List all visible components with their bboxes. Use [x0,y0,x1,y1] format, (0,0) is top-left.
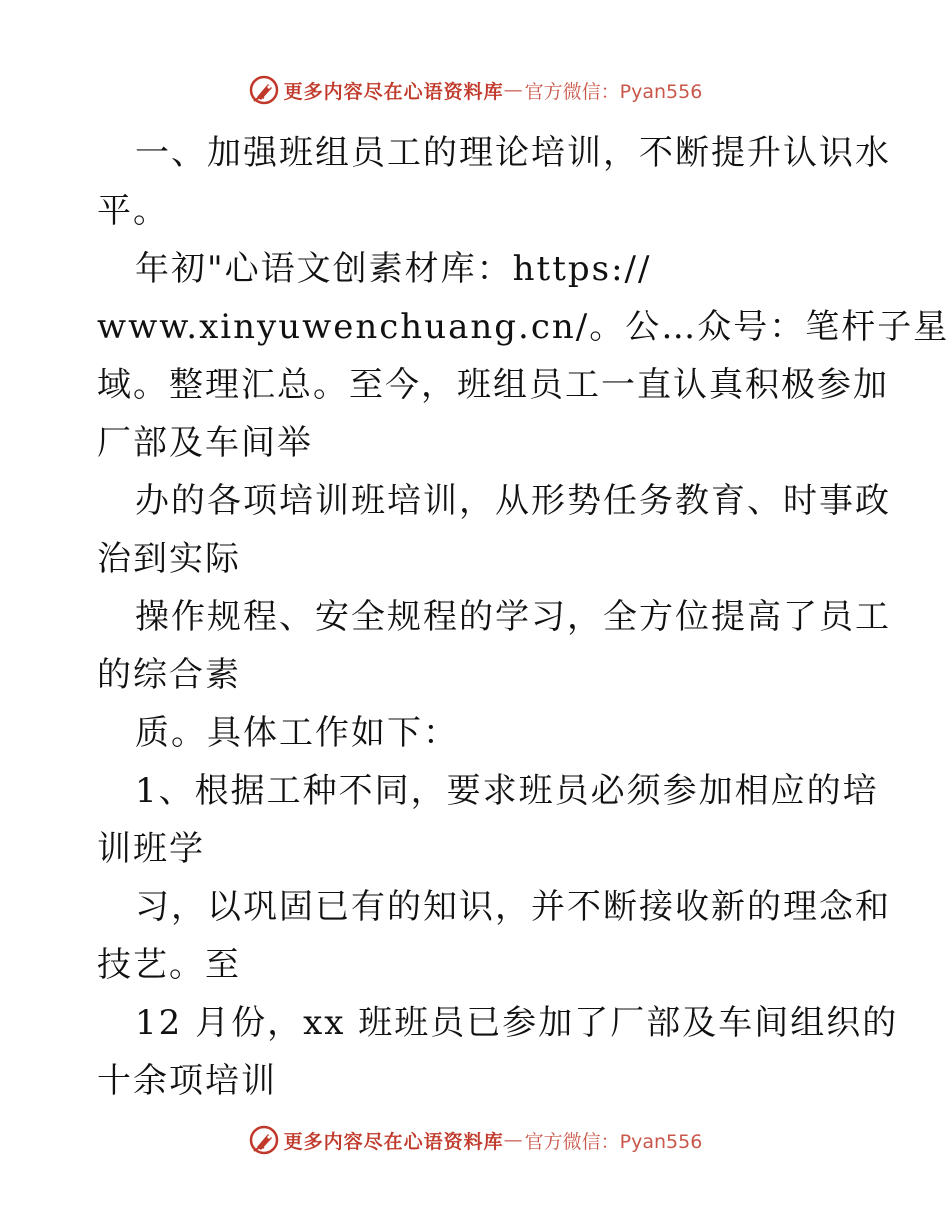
body-line-6: 厂部及车间举 [97,423,313,463]
body-line-8: 治到实际 [97,539,241,579]
header-wechat: 官方微信：Pyan556 [524,80,703,103]
body-line-2: 平。 [97,191,169,231]
body-line-9: 操作规程、安全规程的学习，全方位提高了员工 [135,597,891,637]
body-line-10: 的综合素 [97,655,241,695]
pen-nib-logo-icon [248,74,280,106]
body-line-1: 一、加强班组员工的理论培训，不断提升认识水 [135,133,891,173]
footer-wechat: 官方微信：Pyan556 [524,1130,703,1153]
body-line-7: 办的各项培训班培训，从形势任务教育、时事政 [135,481,891,521]
body-line-17: 十余项培训 [97,1061,277,1101]
body-line-16: 12 月份，xx 班班员已参加了厂部及车间组织的 [135,1003,899,1043]
footer-dash: — [503,1129,523,1151]
body-line-13: 训班学 [97,829,205,869]
pen-nib-logo-icon [248,1124,280,1156]
body-line-12: 1、根据工种不同，要求班员必须参加相应的培 [135,771,879,811]
document-body [97,124,950,1110]
header-slogan: 更多内容尽在心语资料库 [283,80,504,103]
footer-slogan: 更多内容尽在心语资料库 [283,1130,504,1153]
body-line-14: 习，以巩固已有的知识，并不断接收新的理念和 [135,887,891,927]
header-banner [0,70,950,110]
body-line-5: 域。整理汇总。至今，班组员工一直认真积极参加 [97,365,889,405]
body-line-3: 年初"心语文创素材库：https:// [135,249,652,289]
body-line-4: www.xinyuwenchuang.cn/。公…众号：笔杆子星 [97,307,950,347]
header-dash: — [503,79,523,101]
body-line-11: 质。具体工作如下： [135,713,459,753]
footer-banner [0,1120,950,1160]
body-line-15: 技艺。至 [97,945,241,985]
